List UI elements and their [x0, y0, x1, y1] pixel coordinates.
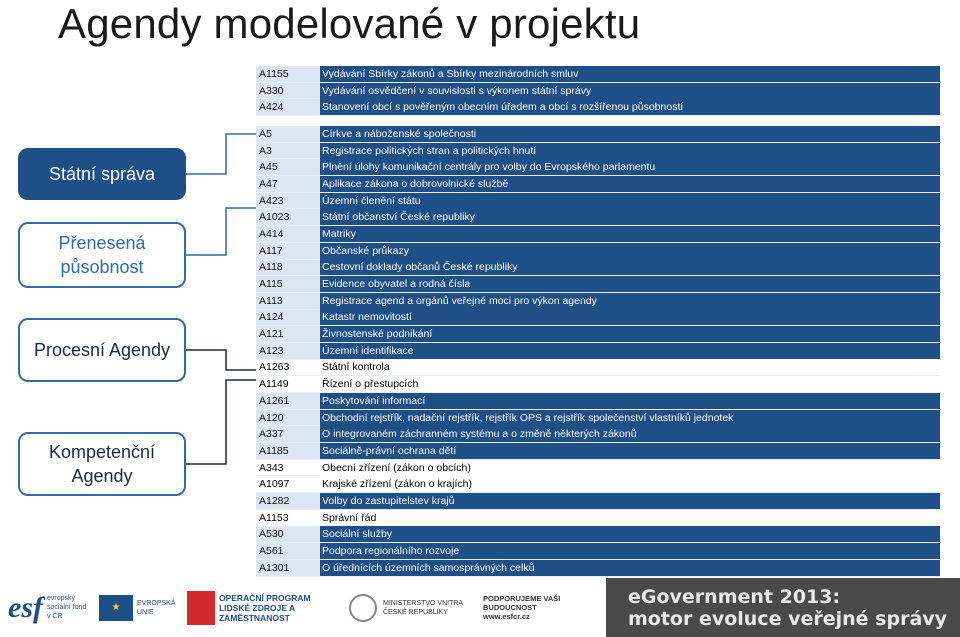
agenda-name: Obecní zřízení (zákon o obcích)	[320, 460, 940, 476]
agenda-code: A118	[259, 261, 283, 274]
category-prenesena-pusobnost	[18, 222, 186, 288]
agenda-name: Poskytování informací	[320, 393, 940, 409]
agenda-name: Sociální služby	[320, 526, 940, 542]
top-agenda-table	[256, 66, 940, 116]
agenda-code: A3	[259, 144, 272, 157]
agenda-code: A1023	[259, 211, 290, 224]
agenda-code: A1097	[259, 478, 290, 491]
table-row	[256, 326, 940, 343]
ministry-label: MINISTERSTVO VNITRA ČESKÉ REPUBLIKY	[382, 599, 463, 616]
agenda-code: A1263	[259, 361, 290, 374]
table-row	[256, 99, 940, 116]
agenda-name: Vydávání osvědčení v souvislosti s výkonem státní správy	[320, 83, 940, 99]
agenda-name: Sociálně-právní ochrana dětí	[320, 443, 940, 459]
table-row	[256, 159, 940, 176]
banner-line-2: motor evoluce veřejné správy	[628, 607, 948, 630]
agenda-code: A1282	[259, 494, 290, 507]
table-row	[256, 293, 940, 310]
table-row	[256, 476, 940, 493]
agenda-code: A1153	[259, 511, 289, 524]
footer	[0, 578, 960, 637]
agenda-name: O integrovaném záchranném systému a o změně některých zákonů	[320, 426, 940, 442]
agenda-name: O úřednících územních samosprávných celků	[320, 560, 940, 576]
ministry-emblem-icon	[349, 594, 377, 622]
agenda-name: Církve a náboženské společnosti	[320, 126, 940, 142]
table-row	[256, 560, 940, 577]
agenda-code: A120	[259, 411, 284, 424]
category-kompetencni-agendy	[18, 432, 186, 496]
table-row	[256, 276, 940, 293]
agenda-code: A5	[259, 127, 272, 140]
agenda-code: A1155	[259, 67, 289, 80]
agenda-name: Matriky	[320, 226, 940, 242]
table-row	[256, 260, 940, 277]
agenda-name: Státní občanství České republiky	[320, 209, 940, 225]
category-label: Kompetenční Agendy	[48, 442, 156, 486]
agenda-code: A1149	[259, 378, 289, 391]
table-row	[256, 410, 940, 427]
category-statni-sprava	[18, 148, 186, 200]
agenda-code: A123	[259, 344, 284, 357]
op-label: OPERAČNÍ PROGRAM LIDSKÉ ZDROJE A ZAMĚSTNANOST	[218, 592, 311, 623]
agenda-name: Územní členění státu	[320, 193, 940, 209]
page-title: Agendy modelované v projektu	[58, 0, 641, 47]
agenda-name: Správní řád	[320, 510, 940, 526]
agenda-name: Krajské zřízení (zákon o krajích)	[320, 476, 940, 492]
table-row	[256, 443, 940, 460]
agenda-code: A423	[259, 194, 284, 207]
agenda-name: Občanské průkazy	[320, 243, 940, 259]
table-row	[256, 360, 940, 377]
agenda-name: Podpora regionálního rozvoje	[320, 543, 940, 559]
agenda-name: Vydávání Sbírky zákonů a Sbírky mezinárodních smluv	[320, 66, 940, 82]
table-row	[256, 226, 940, 243]
agenda-code: A1301	[259, 561, 290, 574]
agenda-code: A115	[259, 278, 283, 291]
category-label: Státní správa	[48, 164, 156, 184]
category-procesni-agendy	[18, 318, 186, 382]
agenda-name: Evidence obyvatel a rodná čísla	[320, 276, 940, 292]
table-row	[256, 527, 940, 544]
table-row	[256, 243, 940, 260]
table-row	[256, 209, 940, 226]
table-row	[256, 176, 940, 193]
esf-subtitle: evropský sociální fond v ČR	[46, 595, 87, 620]
table-row	[256, 143, 940, 160]
table-row	[256, 493, 940, 510]
table-row	[256, 376, 940, 393]
table-row	[256, 83, 940, 100]
table-row	[256, 343, 940, 360]
agenda-name: Stanovení obcí s pověřeným obecním úřadem a obcí s rozšířenou působností	[320, 99, 940, 115]
table-row	[256, 510, 940, 527]
agenda-code: A414	[259, 227, 284, 240]
agenda-name: Volby do zastupitelstev krajů	[320, 493, 940, 509]
agenda-name: Plnění úlohy komunikační centrály pro volby do Evropského parlamentu	[320, 159, 940, 175]
agenda-code: A47	[259, 177, 278, 190]
agenda-code: A530	[259, 528, 284, 541]
table-row	[256, 310, 940, 327]
agenda-name: Státní kontrola	[320, 359, 940, 375]
category-label: Procesní Agendy	[33, 340, 171, 360]
eu-flag-icon: ★	[99, 595, 133, 621]
esf-logo-text: esf	[8, 590, 43, 624]
agenda-code: A1261	[259, 394, 290, 407]
agenda-name: Řízení o přestupcích	[320, 376, 940, 392]
op-logo-icon	[187, 591, 215, 625]
agenda-name: Registrace agend a orgánů veřejné moci pro výkon agendy	[320, 293, 940, 309]
table-row	[256, 460, 940, 477]
table-row	[256, 193, 940, 210]
agenda-name: Územní identifikace	[320, 343, 940, 359]
agenda-name: Obchodní rejstřík, nadační rejstřík, rejstřík OPS a rejstřík společenství vlastníků jednotek	[320, 410, 940, 426]
table-row	[256, 126, 940, 143]
agenda-code: A117	[259, 244, 283, 257]
agenda-name: Aplikace zákona o dobrovolnické službě	[320, 176, 940, 192]
agenda-name: Cestovní doklady občanů České republiky	[320, 259, 940, 275]
table-row	[256, 66, 940, 83]
agenda-table	[256, 126, 940, 577]
banner-line-1: eGovernment 2013:	[628, 585, 841, 608]
table-row	[256, 426, 940, 443]
agenda-code: A424	[259, 101, 284, 114]
table-row	[256, 393, 940, 410]
agenda-name: Živnostenské podnikání	[320, 326, 940, 342]
support-label: PODPORUJEME VAŠI BUDOUCNOST www.esfcr.cz	[482, 594, 561, 621]
agenda-code: A1185	[259, 444, 289, 457]
table-row	[256, 543, 940, 560]
agenda-code: A113	[259, 294, 283, 307]
category-label: Přenesená působnost	[58, 233, 146, 277]
agenda-name: Registrace politických stran a politických hnutí	[320, 143, 940, 159]
agenda-code: A124	[259, 311, 284, 324]
agenda-code: A561	[259, 545, 284, 558]
agenda-code: A343	[259, 461, 284, 474]
esf-logo	[8, 588, 595, 628]
agenda-code: A121	[259, 328, 284, 341]
agenda-code: A330	[259, 84, 284, 97]
agenda-name: Katastr nemovitostí	[320, 309, 940, 325]
eu-label: EVROPSKÁ UNIE	[136, 599, 176, 616]
connector-lines	[186, 120, 256, 520]
agenda-code: A45	[259, 161, 278, 174]
agenda-code: A337	[259, 428, 284, 441]
egovernment-banner	[606, 578, 960, 637]
